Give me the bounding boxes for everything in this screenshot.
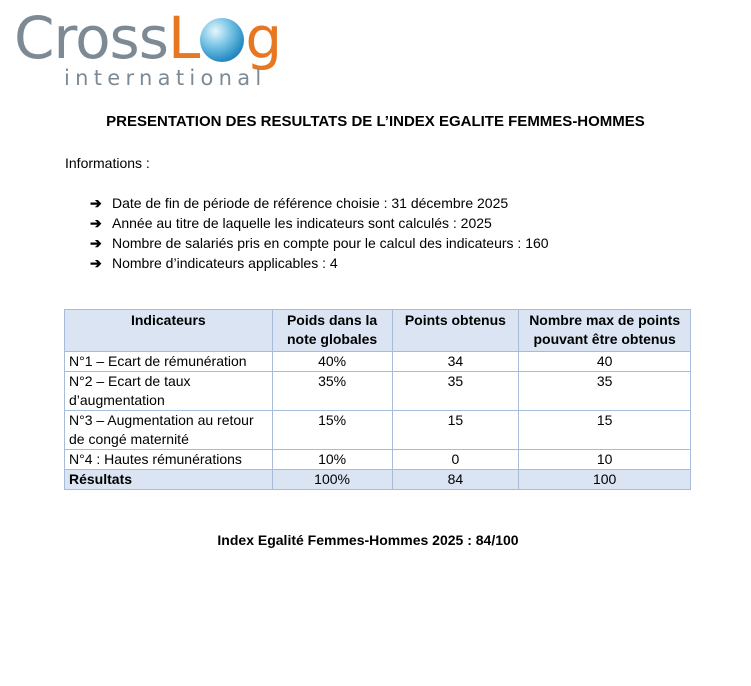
cell-weight: 15% (272, 411, 392, 450)
cell-indicator: N°1 – Ecart de rémunération (65, 352, 273, 372)
table-row (65, 450, 691, 470)
cell-total-points: 84 (392, 470, 519, 490)
cell-indicator: N°4 : Hautes rémunérations (65, 450, 273, 470)
logo-globe-icon (200, 18, 244, 62)
cell-total-weight: 100% (272, 470, 392, 490)
logo-subtitle: international (64, 66, 267, 90)
cell-max-points: 15 (519, 411, 691, 450)
header-poids: Poids dans la note globales (272, 310, 392, 352)
info-item-text: Nombre d’indicateurs applicables : 4 (112, 255, 338, 271)
informations-label: Informations : (65, 155, 150, 171)
arrow-right-icon: ➔ (90, 215, 102, 231)
arrow-right-icon: ➔ (90, 235, 102, 251)
table-row (65, 411, 691, 450)
info-item-text: Date de fin de période de référence choisie : 31 décembre 2025 (112, 195, 509, 211)
list-item (90, 253, 549, 273)
table-row (65, 352, 691, 372)
table-row (65, 372, 691, 411)
list-item (90, 213, 549, 233)
table-header-row (65, 310, 691, 352)
info-item-text: Année au titre de laquelle les indicateurs sont calculés : 2025 (112, 215, 492, 231)
cell-max-points: 40 (519, 352, 691, 372)
cell-max-points: 35 (519, 372, 691, 411)
cell-weight: 40% (272, 352, 392, 372)
cell-total-label: Résultats (65, 470, 273, 490)
header-indicateurs: Indicateurs (65, 310, 273, 352)
info-item-text: Nombre de salariés pris en compte pour le calcul des indicateurs : 160 (112, 235, 549, 251)
cell-weight: 10% (272, 450, 392, 470)
cell-points: 0 (392, 450, 519, 470)
cell-points: 15 (392, 411, 519, 450)
header-points: Points obtenus (392, 310, 519, 352)
table-total-row (65, 470, 691, 490)
informations-list (90, 193, 549, 273)
index-summary: Index Egalité Femmes-Hommes 2025 : 84/100 (217, 532, 519, 548)
header-max-points: Nombre max de points pouvant être obtenus (519, 310, 691, 352)
list-item (90, 193, 549, 213)
arrow-right-icon: ➔ (90, 195, 102, 211)
cell-indicator: N°3 – Augmentation au retour de congé maternité (65, 411, 273, 450)
cell-points: 35 (392, 372, 519, 411)
arrow-right-icon: ➔ (90, 255, 102, 271)
cell-weight: 35% (272, 372, 392, 411)
page-title: PRESENTATION DES RESULTATS DE L’INDEX EGALITE FEMMES-HOMMES (106, 113, 645, 130)
cell-points: 34 (392, 352, 519, 372)
cell-indicator: N°2 – Ecart de taux d’augmentation (65, 372, 273, 411)
cell-max-points: 10 (519, 450, 691, 470)
results-table (64, 309, 691, 490)
logo-wordmark: CrossL g (14, 4, 282, 72)
crosslog-logo (14, 4, 334, 90)
cell-total-max-points: 100 (519, 470, 691, 490)
list-item (90, 233, 549, 253)
